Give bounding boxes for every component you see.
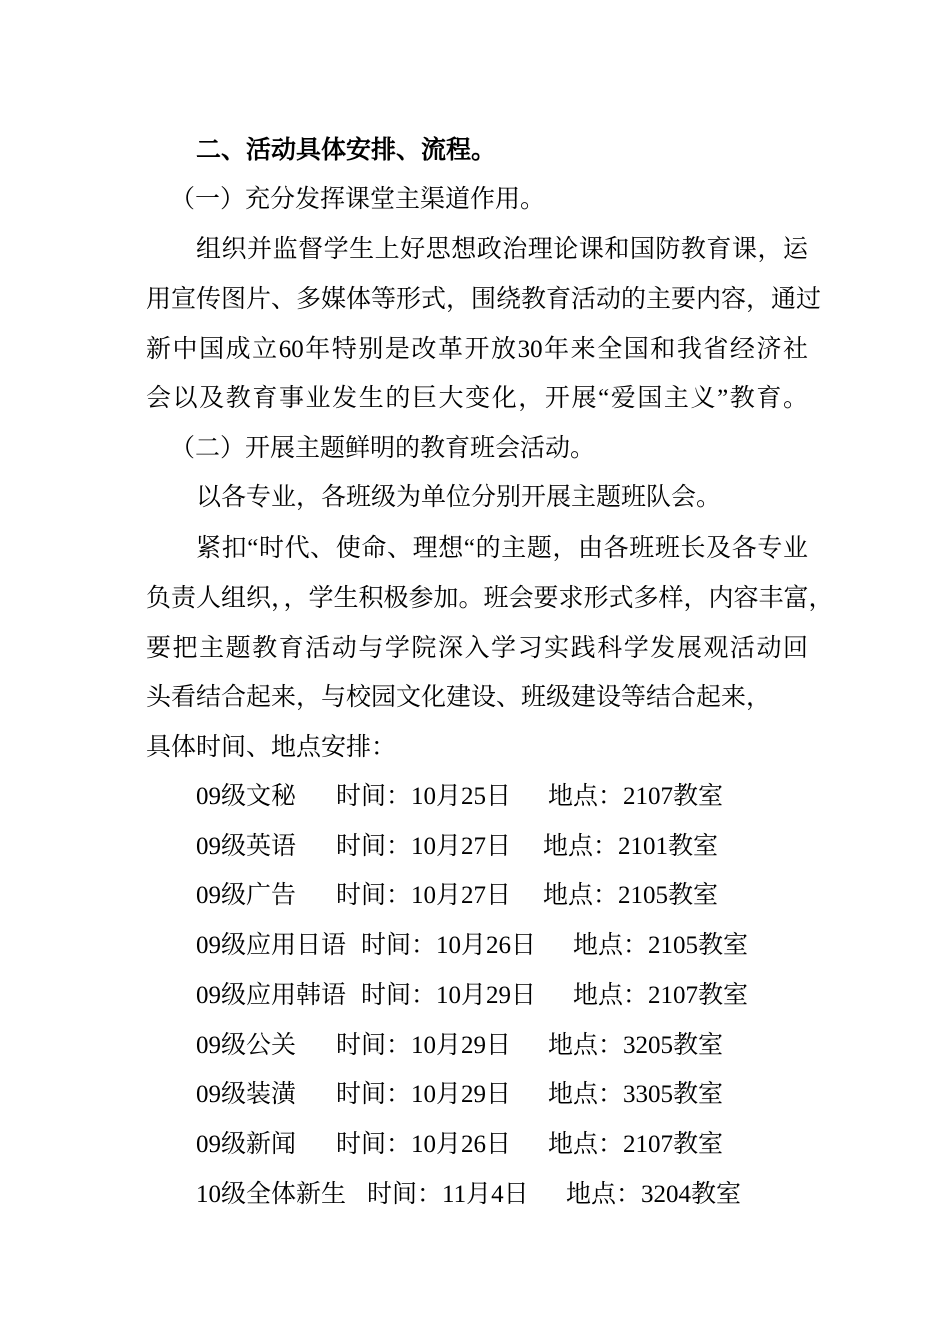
paragraph-line: 要把主题教育活动与学院深入学习实践科学发展观活动回	[146, 635, 808, 662]
schedule-class: 09级应用日语	[196, 932, 347, 959]
schedule-time: 时间：10月29日	[361, 982, 537, 1009]
schedule-time: 时间：10月29日	[336, 1032, 512, 1059]
schedule-place: 地点：2105教室	[543, 882, 719, 909]
schedule-place: 地点：2105教室	[573, 932, 749, 959]
subsection-title-2: （二）开展主题鲜明的教育班会活动。	[170, 435, 596, 462]
schedule-time: 时间：11月4日	[367, 1181, 529, 1208]
paragraph-line: 具体时间、地点安排：	[146, 734, 397, 761]
schedule-place: 地点：2107教室	[548, 1131, 724, 1158]
section-heading: 二、活动具体安排、流程。	[196, 137, 497, 164]
schedule-class: 09级新闻	[196, 1131, 297, 1158]
schedule-place: 地点：2107教室	[548, 783, 724, 810]
schedule-place: 地点：2101教室	[543, 833, 719, 860]
schedule-class: 10级全体新生	[196, 1181, 347, 1208]
schedule-place: 地点：2107教室	[573, 982, 749, 1009]
paragraph-line: 组织并监督学生上好思想政治理论课和国防教育课，运	[196, 236, 808, 263]
schedule-class: 09级广告	[196, 882, 297, 909]
schedule-time: 时间：10月25日	[336, 783, 512, 810]
paragraph-line: 会以及教育事业发生的巨大变化，开展“爱国主义”教育。	[146, 385, 808, 412]
schedule-class: 09级应用韩语	[196, 982, 347, 1009]
schedule-place: 地点：3205教室	[548, 1032, 724, 1059]
schedule-time: 时间：10月26日	[361, 932, 537, 959]
schedule-class: 09级公关	[196, 1032, 297, 1059]
schedule-time: 时间：10月27日	[336, 833, 512, 860]
schedule-class: 09级英语	[196, 833, 297, 860]
schedule-class: 09级装潢	[196, 1081, 297, 1108]
paragraph-line: 紧扣“时代、使命、理想“的主题，由各班班长及各专业	[196, 535, 808, 562]
schedule-place: 地点：3305教室	[548, 1081, 724, 1108]
intro-line: 以各专业，各班级为单位分别开展主题班队会。	[196, 484, 722, 511]
paragraph-line: 头看结合起来，与校园文化建设、班级建设等结合起来，	[146, 684, 772, 711]
schedule-time: 时间：10月29日	[336, 1081, 512, 1108]
paragraph-line: 负责人组织，，学生积极参加。班会要求形式多样，内容丰富，	[146, 585, 834, 612]
schedule-time: 时间：10月26日	[336, 1131, 512, 1158]
paragraph-line: 新中国成立60年特别是改革开放30年来全国和我省经济社	[146, 336, 808, 363]
paragraph-line: 用宣传图片、多媒体等形式，围绕教育活动的主要内容，通过	[146, 286, 822, 313]
subsection-title-1: （一）充分发挥课堂主渠道作用。	[170, 186, 546, 213]
schedule-place: 地点：3204教室	[566, 1181, 742, 1208]
schedule-class: 09级文秘	[196, 783, 297, 810]
schedule-time: 时间：10月27日	[336, 882, 512, 909]
